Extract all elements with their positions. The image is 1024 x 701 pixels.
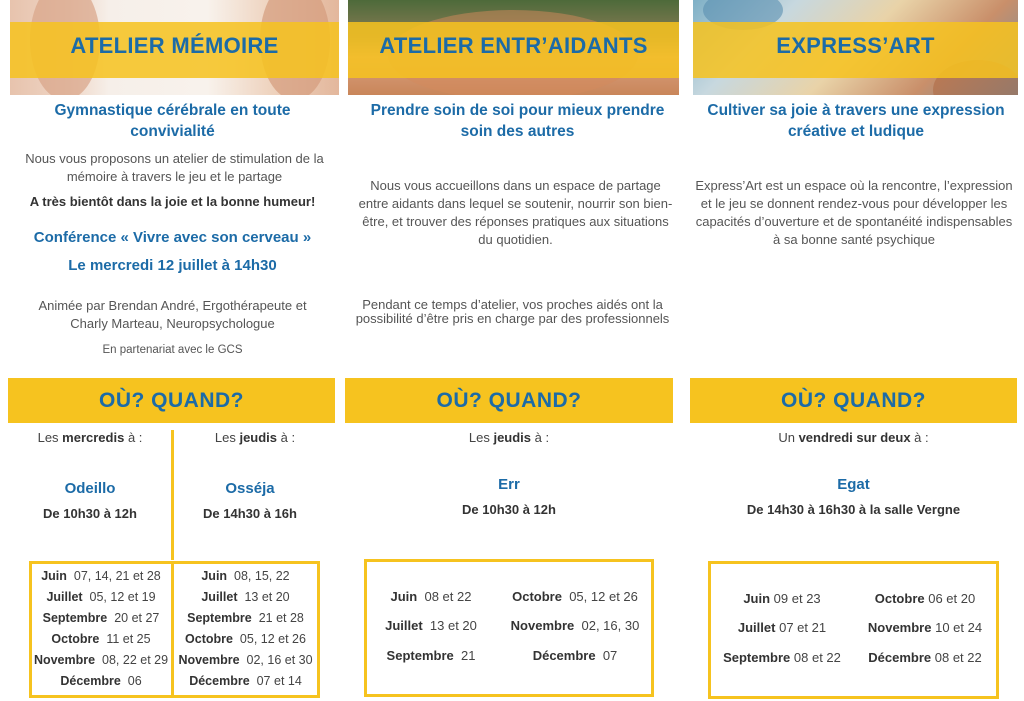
schedule-hours-left: De 10h30 à 12h <box>43 506 137 521</box>
date-row: Octobre 05, 12 et 26 <box>185 632 306 646</box>
date-row: Novembre 02, 16 et 30 <box>178 653 313 667</box>
date-row: Juillet 13 et 20 <box>385 618 477 633</box>
date-row: Septembre 21 et 28 <box>187 611 304 625</box>
schedule-day-right: Les jeudis à : <box>214 430 296 445</box>
atelier-intro: Nous vous proposons un atelier de stimulation de la mémoire à travers le jeu et le partage <box>25 151 324 184</box>
schedule-hours-right: De 14h30 à 16h <box>203 506 297 521</box>
atelier-partner: En partenariat avec le GCS <box>102 344 243 356</box>
atelier-subtitle: Prendre soin de soi pour mieux prendre soin des autres <box>370 102 665 140</box>
atelier-note: Pendant ce temps d’atelier, vos proches aidés ont la possibilité d’être pris en charge par des professionnels <box>355 297 670 326</box>
date-row: Décembre 08 et 22 <box>868 650 982 665</box>
atelier-title: EXPRESS’ART <box>776 33 935 58</box>
date-row: Juin 08, 15, 22 <box>201 569 290 583</box>
conference-date: Le mercredi 12 juillet à 14h30 <box>68 257 277 274</box>
date-row: Octobre 05, 12 et 26 <box>512 589 638 604</box>
date-row: Septembre 20 et 27 <box>42 611 160 625</box>
atelier-memoire-column <box>0 0 345 701</box>
date-row: Octobre 06 et 20 <box>874 591 976 606</box>
atelier-subtitle: Gymnastique cérébrale en toute convivialité <box>54 102 291 140</box>
expressart-column <box>690 0 1024 701</box>
date-row: Décembre 06 <box>60 674 142 688</box>
date-row: Juin 07, 14, 21 et 28 <box>41 569 161 583</box>
header-photo-hands-together <box>348 0 679 95</box>
schedule-day-left: Les mercredis à : <box>37 430 143 445</box>
header-photo-hands <box>10 0 339 95</box>
atelier-title: ATELIER MÉMOIRE <box>70 33 279 58</box>
date-row: Juillet 05, 12 et 19 <box>46 590 156 604</box>
date-row: Juin 09 et 23 <box>743 591 821 606</box>
date-row: Novembre 10 et 24 <box>867 620 983 635</box>
where-when-banner: OÙ? QUAND? <box>8 378 335 423</box>
atelier-subtitle: Cultiver sa joie à travers une expression créative et ludique <box>707 102 1005 140</box>
where-when-banner: OÙ? QUAND? <box>690 378 1017 423</box>
column-divider <box>171 430 174 560</box>
where-when-banner: OÙ? QUAND? <box>345 378 673 423</box>
schedule-day: Un vendredi sur deux à : <box>778 430 929 445</box>
atelier-title: ATELIER ENTR’AIDANTS <box>379 33 648 58</box>
schedule-place-right: Osséja <box>225 480 275 497</box>
date-row: Juin 08 et 22 <box>390 589 472 604</box>
atelier-intro: Nous vous accueillons dans un espace de partage entre aidants dans lequel se soutenir, nourrir son bien-être, et trouver des réponses pratiques aux situations du quotidien. <box>358 178 673 247</box>
schedule-place-left: Odeillo <box>64 480 116 497</box>
date-row: Novembre 02, 16, 30 <box>510 618 640 633</box>
date-row: Juillet 13 et 20 <box>201 590 290 604</box>
date-row: Novembre 08, 22 et 29 <box>33 653 169 667</box>
header-photo-art-supplies <box>693 0 1018 95</box>
schedule-hours: De 14h30 à 16h30 à la salle Vergne <box>746 502 961 517</box>
date-row: Septembre 08 et 22 <box>723 650 841 665</box>
date-row: Septembre 21 <box>386 648 476 663</box>
atelier-tagline: A très bientôt dans la joie et la bonne humeur! <box>29 194 316 209</box>
schedule-place: Egat <box>837 476 870 493</box>
date-row: Décembre 07 <box>532 648 618 663</box>
atelier-entraidants-column <box>345 0 690 701</box>
date-row: Décembre 07 et 14 <box>189 674 302 688</box>
atelier-hosts: Animée par Brendan André, Ergothérapeute et Charly Marteau, Neuropsychologue <box>38 298 307 331</box>
conference-title: Conférence « Vivre avec son cerveau » <box>33 229 312 246</box>
schedule-hours: De 10h30 à 12h <box>462 502 556 517</box>
schedule-place: Err <box>498 476 520 493</box>
date-row: Octobre 11 et 25 <box>51 632 151 646</box>
schedule-day: Les jeudis à : <box>468 430 550 445</box>
date-row: Juillet 07 et 21 <box>737 620 827 635</box>
atelier-intro: Express’Art est un espace où la rencontre, l’expression et le jeu se donnent rendez-vous pour développer les capacités d’ouverture et de spontanéité indispensables à sa bonne santé psychique <box>695 178 1013 247</box>
